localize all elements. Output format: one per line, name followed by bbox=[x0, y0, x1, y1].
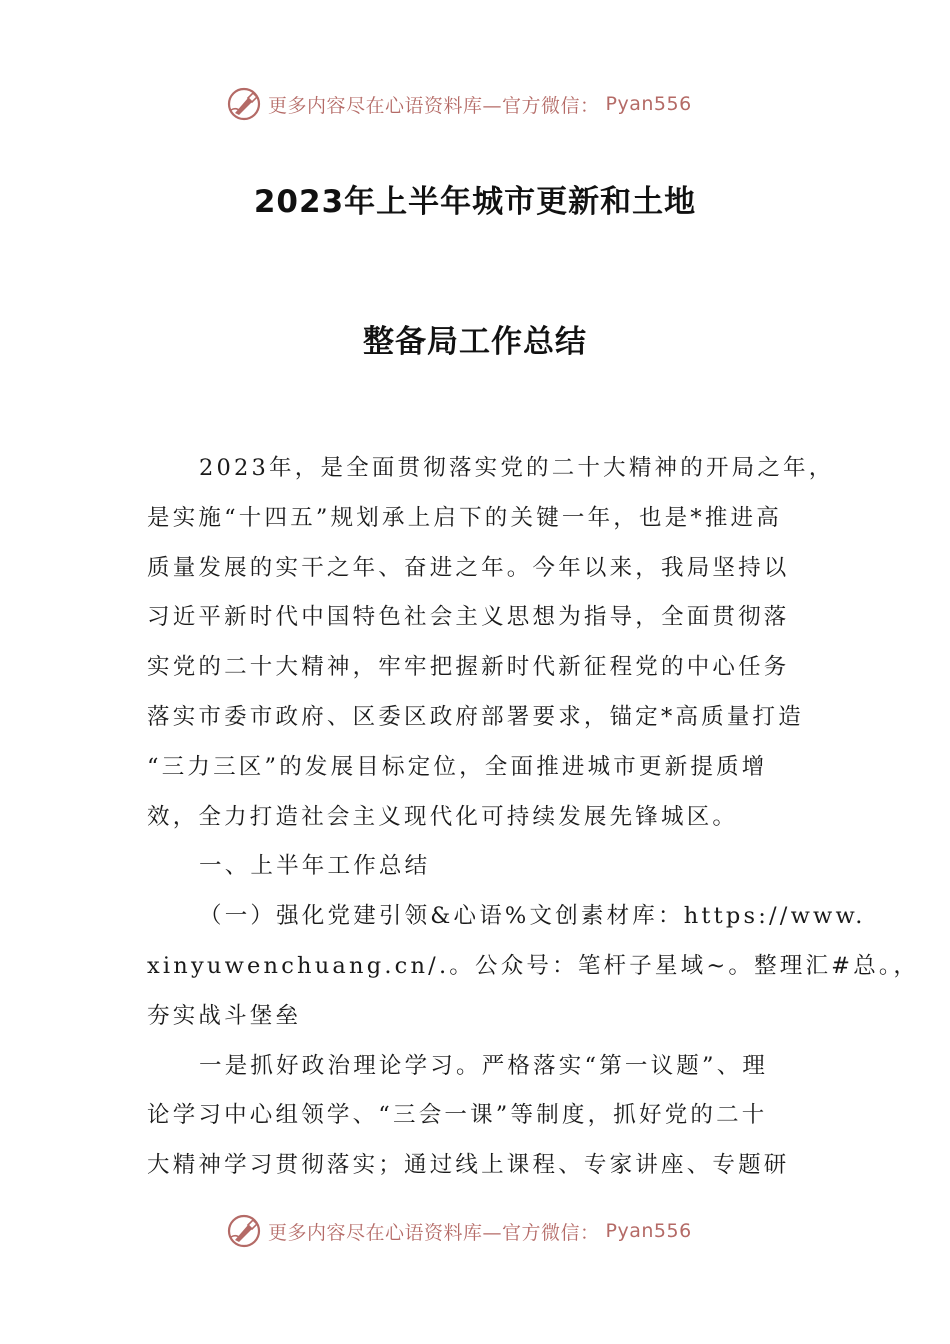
text-line: 实党的二十大精神，牢牢把握新时代新征程党的中心任务 bbox=[147, 654, 790, 681]
text-line: 2023年，是全面贯彻落实党的二十大精神的开局之年， bbox=[199, 455, 835, 481]
banner-text: 更多内容尽在心语资料库—官方微信： bbox=[268, 1221, 600, 1244]
watermark-banner-bottom bbox=[226, 1211, 692, 1251]
text-line: xinyuwenchuang.cn/.。公众号：笔杆子星域~。整理汇#总。， bbox=[147, 952, 920, 979]
document-title-line-2: 整备局工作总结 bbox=[363, 324, 587, 360]
document-title-line-1: 2023年上半年城市更新和土地 bbox=[253, 184, 697, 220]
text-line: 习近平新时代中国特色社会主义思想为指导，全面贯彻落 bbox=[147, 604, 790, 631]
text-line: 论学习中心组领学、“三会一课”等制度，抓好党的二十 bbox=[147, 1102, 768, 1129]
point-paragraph bbox=[147, 1042, 817, 1191]
text-line: “三力三区”的发展目标定位，全面推进城市更新提质增 bbox=[147, 753, 768, 780]
pen-nib-logo-icon bbox=[226, 1213, 262, 1249]
text-line: 是实施“十四五”规划承上启下的关键一年，也是*推进高 bbox=[147, 504, 782, 531]
subsection-heading bbox=[147, 892, 920, 1041]
document-body bbox=[147, 444, 920, 1191]
text-line: （一）强化党建引领&心语%文创素材库：https://www. bbox=[199, 903, 866, 930]
heading-line: 一、上半年工作总结 bbox=[199, 853, 431, 880]
text-line: 效，全力打造社会主义现代化可持续发展先锋城区。 bbox=[147, 803, 739, 830]
banner-text: 更多内容尽在心语资料库—官方微信： bbox=[268, 94, 600, 117]
section-heading bbox=[147, 842, 817, 892]
text-line: 一是抓好政治理论学习。严格落实“第一议题”、理 bbox=[199, 1052, 769, 1079]
text-line: 夯实战斗堡垒 bbox=[147, 1002, 302, 1029]
pen-nib-logo-icon bbox=[226, 86, 262, 122]
text-line: 落实市委市政府、区委区政府部署要求，锚定*高质量打造 bbox=[147, 703, 804, 730]
banner-wechat-id: Pyan556 bbox=[605, 93, 692, 115]
text-line: 大精神学习贯彻落实；通过线上课程、专家讲座、专题研 bbox=[147, 1152, 790, 1179]
text-line: 质量发展的实干之年、奋进之年。今年以来，我局坚持以 bbox=[147, 554, 790, 581]
watermark-banner-top bbox=[226, 84, 692, 124]
intro-paragraph bbox=[147, 444, 835, 842]
banner-wechat-id: Pyan556 bbox=[605, 1220, 692, 1242]
